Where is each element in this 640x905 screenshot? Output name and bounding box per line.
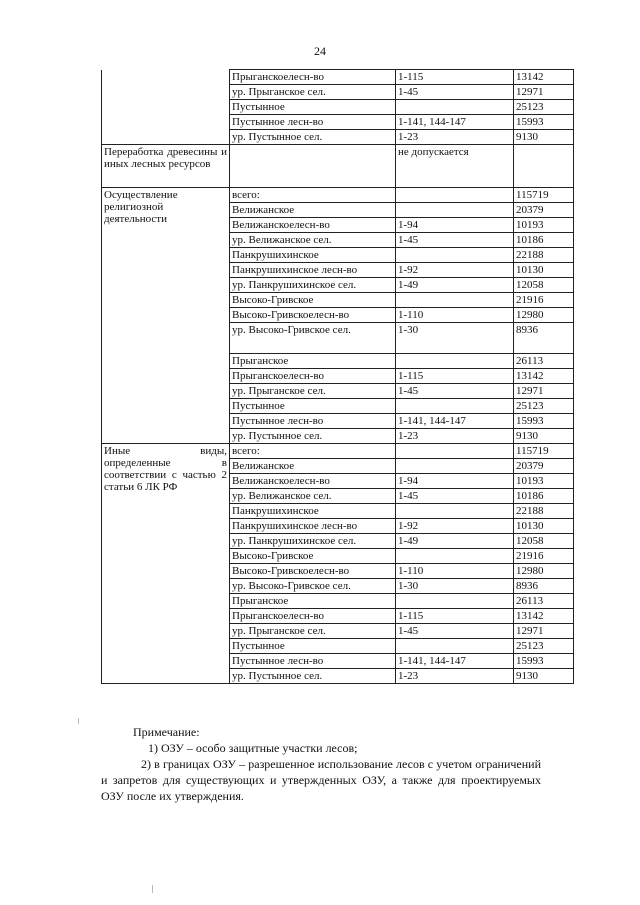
table-row [102, 85, 574, 100]
forestry-name-cell: Пустынное [230, 399, 396, 414]
quarter-numbers-cell: 1-49 [396, 534, 514, 549]
quarter-numbers-cell: 1-45 [396, 489, 514, 504]
area-cell: 10193 [514, 218, 574, 233]
quarter-numbers-cell: 1-115 [396, 70, 514, 85]
quarter-numbers-cell: 1-45 [396, 624, 514, 639]
forestry-name-cell: Высоко-Гривскоелесн-во [230, 564, 396, 579]
area-cell: 20379 [514, 203, 574, 218]
area-cell: 26113 [514, 354, 574, 369]
quarter-numbers-cell [396, 639, 514, 654]
table-row [102, 100, 574, 115]
category-cell: Иные виды, определенные в соответствии с частью 2 статьи 6 ЛК РФ [102, 444, 230, 684]
forestry-name-cell: Панкрушихинское [230, 248, 396, 263]
area-cell: 21916 [514, 293, 574, 308]
area-cell: 25123 [514, 100, 574, 115]
area-cell: 10193 [514, 474, 574, 489]
forestry-name-cell: ур. Велижанское сел. [230, 489, 396, 504]
forestry-name-cell: Панкрушихинское [230, 504, 396, 519]
forestry-name-cell: ур. Пустынное сел. [230, 669, 396, 684]
table-continuation-rows [102, 70, 574, 145]
quarter-numbers-cell: 1-94 [396, 218, 514, 233]
area-cell: 9130 [514, 429, 574, 444]
quarter-numbers-cell: 1-115 [396, 369, 514, 384]
empty-category-cell [102, 115, 230, 130]
table-row [102, 188, 574, 203]
area-cell: 9130 [514, 130, 574, 145]
forestry-name-cell: Велижанскоелесн-во [230, 218, 396, 233]
quarter-numbers-cell [396, 549, 514, 564]
margin-mark [78, 718, 79, 724]
quarter-numbers-cell: 1-23 [396, 429, 514, 444]
category-cell: Переработка древесины и иных лесных ресурсов [102, 145, 230, 188]
area-cell: 12971 [514, 85, 574, 100]
forestry-name-cell: Прыганское [230, 594, 396, 609]
table-row [102, 444, 574, 459]
area-cell: 20379 [514, 459, 574, 474]
forestry-name-cell: Высоко-Гривское [230, 549, 396, 564]
area-cell: 26113 [514, 594, 574, 609]
area-cell: 15993 [514, 115, 574, 130]
forestry-name-cell: Велижанскоелесн-во [230, 474, 396, 489]
quarter-numbers-cell [396, 203, 514, 218]
page-number: 24 [314, 44, 326, 58]
area-cell: 22188 [514, 248, 574, 263]
quarter-numbers-cell [396, 293, 514, 308]
table-row [102, 145, 574, 188]
area-cell: 12058 [514, 534, 574, 549]
quarter-numbers-cell: 1-23 [396, 130, 514, 145]
forestry-name-cell: ур. Высоко-Гривское сел. [230, 323, 396, 354]
forestry-name-cell: Пустынное [230, 639, 396, 654]
area-cell: 25123 [514, 399, 574, 414]
quarter-numbers-cell [396, 399, 514, 414]
area-cell: 10186 [514, 233, 574, 248]
religious-activity-section [102, 188, 574, 444]
area-cell: 12980 [514, 308, 574, 323]
quarter-numbers-cell: 1-115 [396, 609, 514, 624]
area-cell: 25123 [514, 639, 574, 654]
forestry-name-cell: Пустынное лесн-во [230, 654, 396, 669]
quarter-numbers-cell: 1-110 [396, 308, 514, 323]
area-cell: 115719 [514, 188, 574, 203]
table-row [102, 70, 574, 85]
forestry-name-cell: ур. Прыганское сел. [230, 624, 396, 639]
area-cell: 115719 [514, 444, 574, 459]
quarter-numbers-cell [396, 248, 514, 263]
forestry-name-cell: Прыганскоелесн-во [230, 609, 396, 624]
forestry-name-cell: ур. Пустынное сел. [230, 130, 396, 145]
forestry-name-cell: ур. Высоко-Гривское сел. [230, 579, 396, 594]
quarter-numbers-cell: 1-141, 144-147 [396, 414, 514, 429]
forestry-name-cell: Прыганское [230, 354, 396, 369]
forestry-name-cell: всего: [230, 444, 396, 459]
quarter-numbers-cell: 1-23 [396, 669, 514, 684]
area-cell: 12971 [514, 624, 574, 639]
area-cell: 8936 [514, 579, 574, 594]
category-cell: Осуществление религиозной деятельности [102, 188, 230, 444]
forestry-name-cell: ур. Пустынное сел. [230, 429, 396, 444]
area-cell: 10186 [514, 489, 574, 504]
quarter-numbers-cell: 1-30 [396, 579, 514, 594]
forestry-name-cell: Пустынное [230, 100, 396, 115]
area-cell: 13142 [514, 70, 574, 85]
forestry-name-cell: всего: [230, 188, 396, 203]
area-cell: 12058 [514, 278, 574, 293]
empty-category-cell [102, 130, 230, 145]
table-cell [230, 145, 396, 188]
area-cell: 15993 [514, 654, 574, 669]
forestry-name-cell: Прыганскоелесн-во [230, 70, 396, 85]
forestry-name-cell: ур. Панкрушихинское сел. [230, 534, 396, 549]
area-cell: 12980 [514, 564, 574, 579]
area-cell: 12971 [514, 384, 574, 399]
forestry-name-cell: Велижанское [230, 459, 396, 474]
forestry-name-cell: ур. Прыганское сел. [230, 384, 396, 399]
forestry-name-cell: Пустынное лесн-во [230, 414, 396, 429]
quarter-numbers-cell: 1-45 [396, 233, 514, 248]
area-cell: 8936 [514, 323, 574, 354]
notes-title: Примечание: [133, 725, 200, 739]
quarter-numbers-cell: 1-30 [396, 323, 514, 354]
table-cell [514, 145, 574, 188]
empty-category-cell [102, 100, 230, 115]
quarter-numbers-cell: 1-49 [396, 278, 514, 293]
quarter-numbers-cell: 1-92 [396, 519, 514, 534]
forestry-name-cell: Панкрушихинское лесн-во [230, 519, 396, 534]
quarter-numbers-cell: 1-141, 144-147 [396, 654, 514, 669]
quarter-numbers-cell [396, 188, 514, 203]
area-cell: 15993 [514, 414, 574, 429]
quarter-numbers-cell: 1-141, 144-147 [396, 115, 514, 130]
note-item-2: 2) в границах ОЗУ – разрешенное использование лесов с учетом ограничений и запретов для существующих и утвержденных ОЗУ, а также для проектируемых ОЗУ после их утверждения. [101, 757, 541, 803]
forestry-name-cell: ур. Прыганское сел. [230, 85, 396, 100]
area-cell: 9130 [514, 669, 574, 684]
note-item-1: 1) ОЗУ – особо защитные участки лесов; [148, 741, 358, 755]
quarter-numbers-cell: 1-94 [396, 474, 514, 489]
quarter-numbers-cell: 1-45 [396, 85, 514, 100]
forestry-name-cell: ур. Панкрушихинское сел. [230, 278, 396, 293]
forestry-name-cell: Панкрушихинское лесн-во [230, 263, 396, 278]
empty-category-cell [102, 85, 230, 100]
quarter-numbers-cell: 1-110 [396, 564, 514, 579]
quarter-numbers-cell: 1-45 [396, 384, 514, 399]
quarter-numbers-cell [396, 100, 514, 115]
quarter-numbers-cell [396, 354, 514, 369]
area-cell: 10130 [514, 263, 574, 278]
forestry-name-cell: Высоко-Гривское [230, 293, 396, 308]
quarter-numbers-cell [396, 504, 514, 519]
quarter-numbers-cell: 1-92 [396, 263, 514, 278]
table-row [102, 115, 574, 130]
wood-processing-section [102, 145, 574, 188]
area-cell: 21916 [514, 549, 574, 564]
area-cell: 13142 [514, 369, 574, 384]
area-cell: 22188 [514, 504, 574, 519]
quarter-numbers-cell [396, 459, 514, 474]
area-cell: 10130 [514, 519, 574, 534]
forestry-name-cell: Велижанское [230, 203, 396, 218]
area-cell: 13142 [514, 609, 574, 624]
table-cell: не допускается [396, 145, 514, 188]
other-activities-section [102, 444, 574, 684]
empty-category-cell [102, 70, 230, 85]
forestry-name-cell: Высоко-Гривскоелесн-во [230, 308, 396, 323]
quarter-numbers-cell [396, 594, 514, 609]
forestry-name-cell: ур. Велижанское сел. [230, 233, 396, 248]
margin-mark [152, 885, 153, 893]
table-row [102, 130, 574, 145]
quarter-numbers-cell [396, 444, 514, 459]
forestry-name-cell: Прыганскоелесн-во [230, 369, 396, 384]
forestry-name-cell: Пустынное лесн-во [230, 115, 396, 130]
forest-use-table [101, 69, 574, 684]
